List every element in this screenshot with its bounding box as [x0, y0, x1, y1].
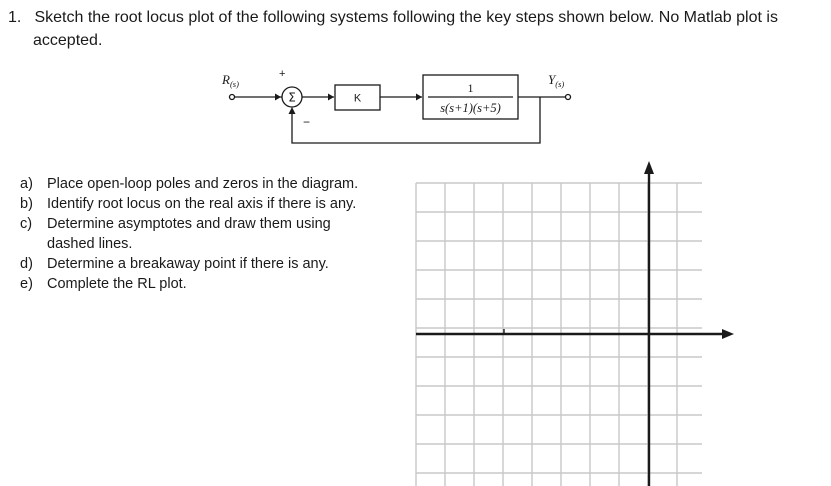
- plant-arrowhead: [416, 94, 422, 101]
- plus-sign: +: [279, 68, 286, 80]
- step-marker: e): [20, 275, 33, 292]
- step-text-continued: dashed lines.: [47, 235, 133, 252]
- step-text: Complete the RL plot.: [47, 275, 187, 292]
- step-marker: d): [20, 255, 33, 272]
- gain-arrowhead: [328, 94, 334, 101]
- step-d: [20, 255, 390, 275]
- step-c: [20, 215, 390, 254]
- input-arrowhead: [275, 94, 281, 101]
- input-label: $R_{(s)}$: [222, 72, 239, 89]
- axes: [416, 161, 734, 486]
- step-marker: b): [20, 196, 33, 212]
- sum-symbol: Σ: [288, 90, 296, 105]
- plant-numerator: 1: [467, 81, 474, 95]
- step-text: Place open-loop poles and zeros in the diagram.: [47, 176, 359, 192]
- input-terminal: [230, 95, 235, 100]
- question-line-2: accepted.: [33, 32, 103, 49]
- gain-label: K: [353, 92, 362, 105]
- step-marker: c): [20, 216, 33, 232]
- question-prompt: Sketch the root locus plot of the following systems following the key steps shown below. No Matlab plot is: [34, 9, 778, 26]
- steps-list: [20, 175, 390, 295]
- step-text: Determine asymptotes and draw them using: [47, 216, 331, 232]
- feedback-arrowhead: [289, 107, 296, 114]
- step-a: [20, 175, 390, 195]
- question-text: [8, 6, 823, 52]
- step-text: Determine a breakaway point if there is any.: [47, 255, 329, 272]
- output-label: $Y_{(s)}$: [548, 72, 565, 89]
- minus-sign: −: [303, 115, 311, 129]
- root-locus-grid: [412, 158, 742, 486]
- step-e: [20, 275, 390, 295]
- block-diagram: [222, 66, 565, 150]
- question-line-1: [8, 6, 823, 29]
- real-axis-arrowhead: [722, 329, 734, 339]
- plant-denominator: s(s+1)(s+5): [440, 101, 501, 115]
- output-terminal: [566, 95, 571, 100]
- step-marker: a): [20, 176, 33, 192]
- question-number: 1.: [8, 9, 22, 26]
- step-text: Identify root locus on the real axis if there is any.: [47, 196, 357, 212]
- step-b: [20, 195, 390, 215]
- imaginary-axis-arrowhead: [644, 161, 654, 174]
